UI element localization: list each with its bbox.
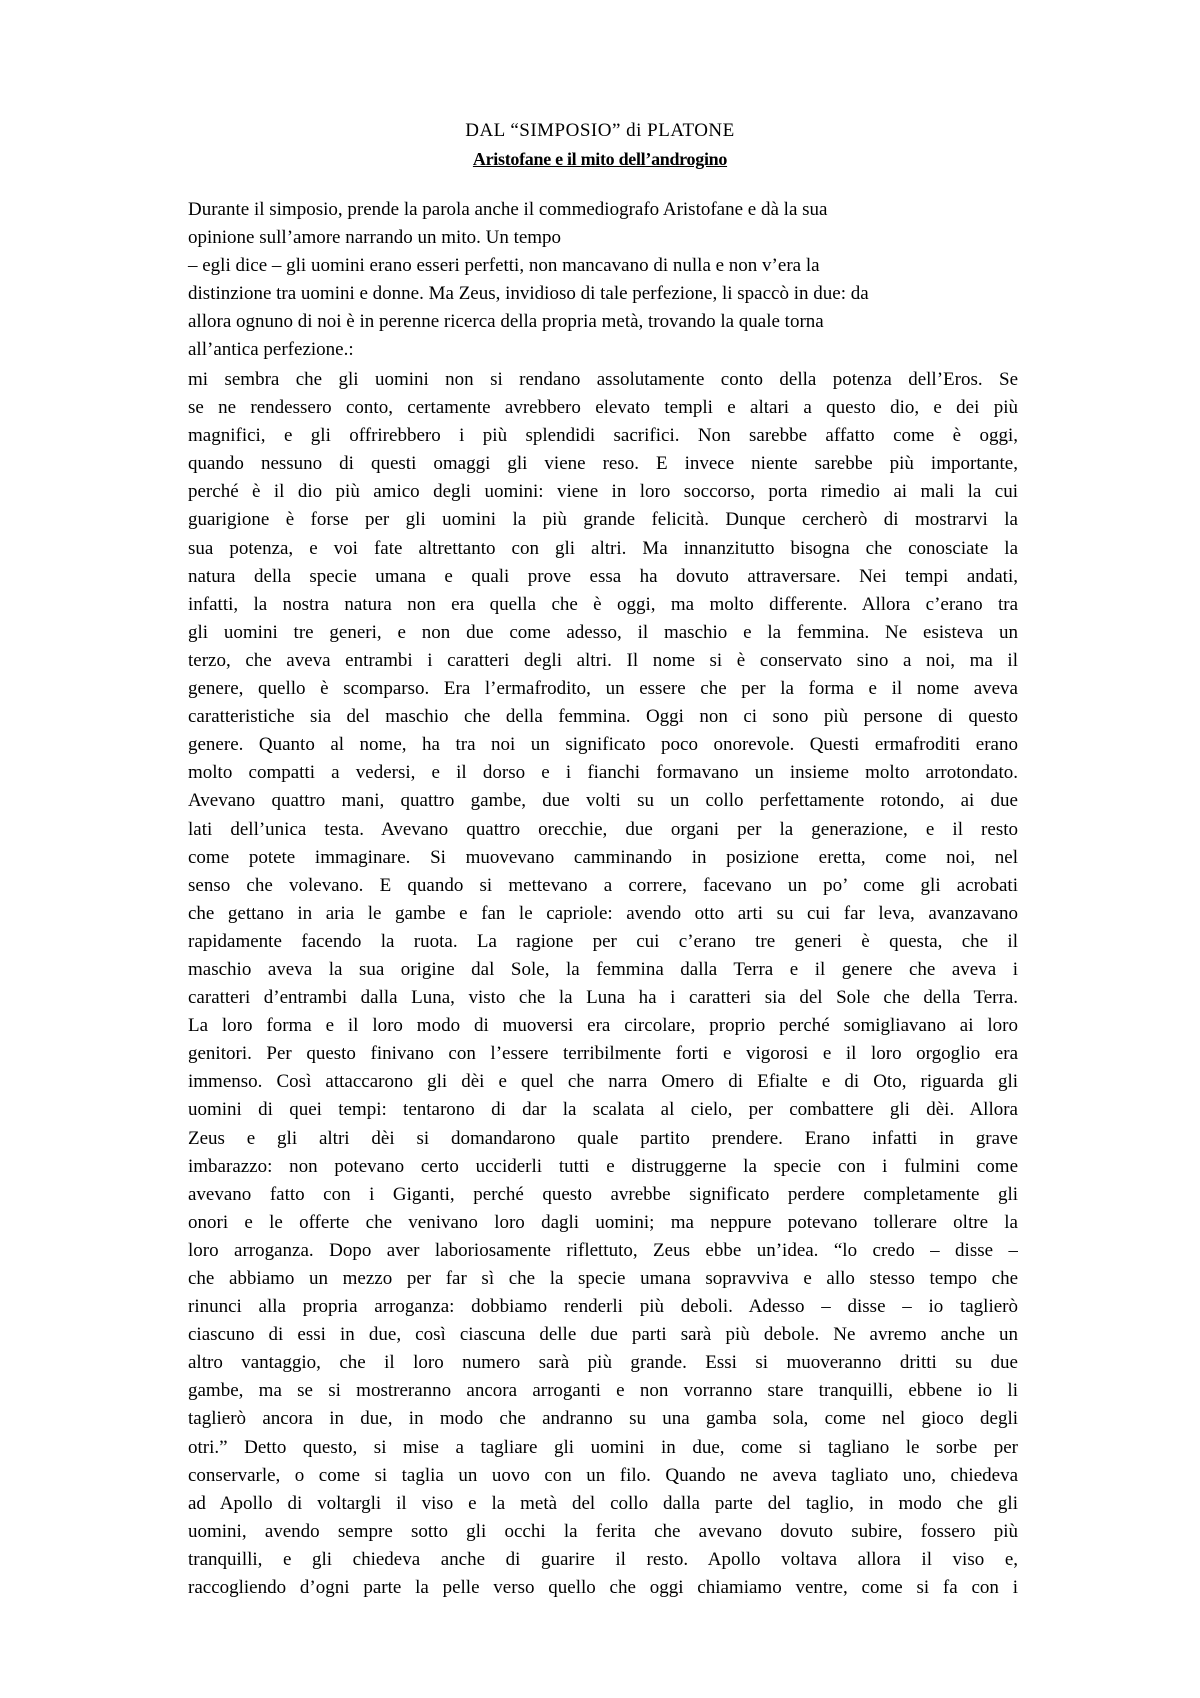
body-line: raccogliendo d’ogni parte la pelle verso quello che oggi chiamiamo ventre, come si fa con i (188, 1577, 1018, 1599)
body-line: come potete immaginare. Si muovevano camminando in posizione eretta, come noi, nel (188, 846, 1018, 868)
intro-line: distinzione tra uomini e donne. Ma Zeus, invidioso di tale perfezione, li spaccò in due: da (188, 283, 869, 304)
body-line: Zeus e gli altri dèi si domandarono quale partito prendere. Erano infatti in grave (188, 1127, 1018, 1149)
body-line: otri.” Detto questo, si mise a tagliare gli uomini in due, come si tagliano le sorbe per (188, 1436, 1018, 1458)
body-line: genitori. Per questo finivano con l’essere terribilmente forti e vigorosi e il loro orgoglio era (188, 1043, 1018, 1065)
body-line: uomini, avendo sempre sotto gli occhi la ferita che avevano dovuto subire, fossero più (188, 1520, 1018, 1542)
document-header (0, 117, 1200, 173)
intro-line: opinione sull’amore narrando un mito. Un tempo (188, 227, 562, 248)
intro-line: Durante il simposio, prende la parola anche il commediografo Aristofane e dà la sua (188, 199, 828, 220)
body-line: loro arroganza. Dopo aver laboriosamente riflettuto, Zeus ebbe un’idea. “lo credo – disse – (188, 1239, 1018, 1261)
body-line: gli uomini tre generi, e non due come adesso, il maschio e la femmina. Ne esisteva un (188, 621, 1018, 643)
body-line: molto compatti a vedersi, e il dorso e i fianchi formavano un insieme molto arrotondato. (188, 762, 1018, 784)
intro-line: all’antica perfezione.: (188, 339, 354, 360)
body-line: caratteri d’entrambi dalla Luna, visto che la Luna ha i caratteri sia del Sole che della Terra. (188, 987, 1018, 1009)
body-line: uomini di quei tempi: tentarono di dar la scalata al cielo, per combattere gli dèi. Allora (188, 1099, 1018, 1121)
body-line: Avevano quattro mani, quattro gambe, due volti su un collo perfettamente rotondo, ai due (188, 790, 1018, 812)
body-paragraph (188, 366, 1018, 1602)
body-line: maschio aveva la sua origine dal Sole, la femmina dalla Terra e il genere che aveva i (188, 958, 1018, 980)
body-line: onori e le offerte che venivano loro dagli uomini; ma neppure potevano tollerare oltre la (188, 1211, 1018, 1233)
body-line: caratteristiche sia del maschio che della femmina. Oggi non ci sono più persone di questo (188, 706, 1018, 728)
body-line: taglierò ancora in due, in modo che andranno su una gamba sola, come nel gioco degli (188, 1408, 1018, 1430)
body-line: terzo, che aveva entrambi i caratteri degli altri. Il nome si è conservato sino a noi, ma il (188, 649, 1018, 671)
body-line: ciascuno di essi in due, così ciascuna delle due parti sarà più debole. Ne avremo anche un (188, 1324, 1018, 1346)
body-line: conservarle, o come si taglia un uovo con un filo. Quando ne aveva tagliato uno, chiedeva (188, 1464, 1018, 1486)
body-line: senso che volevano. E quando si mettevano a correre, facevano un po’ come gli acrobati (188, 874, 1018, 896)
body-line: magnifici, e gli offrirebbero i più splendidi sacrifici. Non sarebbe affatto come è oggi, (188, 425, 1018, 447)
body-line: ad Apollo di voltargli il viso e la metà del collo dalla parte del taglio, in modo che gli (188, 1492, 1018, 1514)
body-line: che gettano in aria le gambe e fan le capriole: avendo otto arti su cui far leva, avanzavano (188, 902, 1018, 924)
body-line: altro vantaggio, che il loro numero sarà più grande. Essi si muoveranno dritti su due (188, 1352, 1018, 1374)
body-line: gambe, ma se si mostreranno ancora arroganti e non vorranno stare tranquilli, ebbene io li (188, 1380, 1018, 1402)
intro-line: – egli dice – gli uomini erano esseri perfetti, non mancavano di nulla e non v’era la (188, 255, 820, 276)
document-subtitle: Aristofane e il mito dell’androgino (472, 149, 728, 169)
body-line: che abbiamo un mezzo per far sì che la specie umana sopravviva e allo stesso tempo che (188, 1268, 1018, 1289)
body-line: infatti, la nostra natura non era quella che è oggi, ma molto differente. Allora c’erano tra (188, 593, 1018, 615)
body-line: sua potenza, e voi fate altrettanto con gli altri. Ma innanzitutto bisogna che conosciate la (188, 537, 1018, 559)
body-line: guarigione è forse per gli uomini la più grande felicità. Dunque cercherò di mostrarvi la (188, 509, 1018, 531)
body-line: rinunci alla propria arroganza: dobbiamo renderli più deboli. Adesso – disse – io taglierò (188, 1296, 1018, 1318)
body-line: avevano fatto con i Giganti, perché questo avrebbe significato perdere completamente gli (188, 1183, 1018, 1205)
document-title: DAL “SIMPOSIO” di PLATONE (465, 120, 735, 141)
body-line: imbarazzo: non potevano certo ucciderli tutti e distruggerne la specie con i fulmini come (188, 1155, 1018, 1177)
body-line: perché è il dio più amico degli uomini: viene in loro soccorso, porta rimedio ai mali la cui (188, 481, 1018, 503)
body-line: lati dell’unica testa. Avevano quattro orecchie, due organi per la generazione, e il resto (188, 818, 1018, 840)
intro-line: allora ognuno di noi è in perenne ricerca della propria metà, trovando la quale torna (188, 311, 824, 332)
body-line: immenso. Così attaccarono gli dèi e quel che narra Omero di Efialte e di Oto, riguarda gli (188, 1071, 1018, 1093)
body-line: genere, quello è scomparso. Era l’ermafrodito, un essere che per la forma e il nome aveva (188, 678, 1018, 700)
body-line: mi sembra che gli uomini non si rendano assolutamente conto della potenza dell’Eros. Se (188, 369, 1018, 390)
body-line: genere. Quanto al nome, ha tra noi un significato poco onorevole. Questi ermafroditi erano (188, 734, 1018, 756)
body-line: tranquilli, e gli chiedeva anche di guarire il resto. Apollo voltava allora il viso e, (188, 1548, 1018, 1570)
body-line: rapidamente facendo la ruota. La ragione per cui c’erano tre generi è questa, che il (188, 930, 1018, 952)
intro-paragraph (188, 196, 1018, 364)
body-line: natura della specie umana e quali prove essa ha dovuto attraversare. Nei tempi andati, (188, 565, 1018, 587)
body-line: quando nessuno di questi omaggi gli viene reso. E invece niente sarebbe più importante, (188, 453, 1018, 475)
body-line: La loro forma e il loro modo di muoversi era circolare, proprio perché somigliavano ai loro (188, 1015, 1018, 1037)
body-line: se ne rendessero conto, certamente avrebbero elevato templi e altari a questo dio, e dei più (188, 397, 1018, 419)
